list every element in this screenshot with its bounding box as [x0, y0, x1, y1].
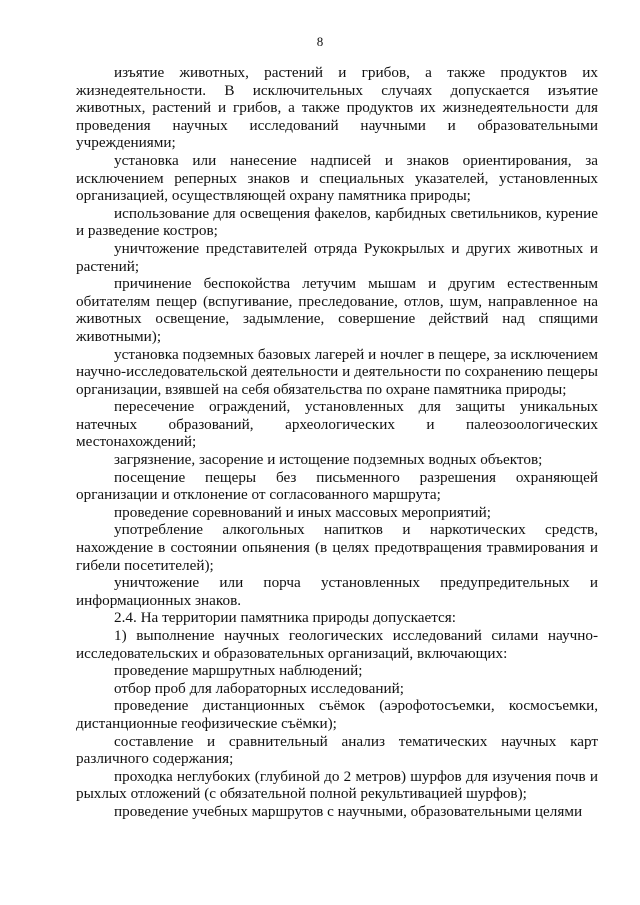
section-heading-2-4: 2.4. На территории памятника природы допускается:: [114, 609, 457, 627]
paragraph-14: 1) выполнение научных геологических исследований силами научно-исследовательских и образовательных организаций, включающих:: [76, 627, 598, 662]
paragraph-2: установка или нанесение надписей и знаков ориентирования, за исключением реперных знаков и специальных указателей, установленных организацией, осуществляющей охрану памятника природы;: [76, 151, 598, 205]
paragraph-8: загрязнение, засорение и истощение подземных водных объектов;: [114, 451, 543, 469]
paragraph-16: отбор проб для лабораторных исследований;: [114, 679, 404, 697]
paragraph-18: составление и сравнительный анализ тематических научных карт различного содержания;: [76, 732, 598, 768]
paragraph-15: проведение маршрутных наблюдений;: [114, 662, 363, 680]
paragraph-19: проходка неглубоких (глубиной до 2 метров) шурфов для изучения почв и рыхлых отложений (с обязательной полной рекультивацией шурфов);: [76, 767, 598, 803]
paragraph-9: посещение пещеры без письменного разрешения охраняющей организации и отклонение от согласованного маршрута;: [76, 468, 598, 504]
paragraph-6: установка подземных базовых лагерей и ночлег в пещере, за исключением научно-исследовательской деятельности и деятельности по сохранению пещеры организации, взявшей на себя обязательства по охране памятника природы;: [76, 345, 598, 398]
paragraph-3: использование для освещения факелов, карбидных светильников, курение и разведение костров;: [76, 204, 598, 240]
paragraph-7: пересечение ограждений, установленных для защиты уникальных натечных образований, археологических и палеозоологических местонахождений;: [76, 398, 598, 451]
page-number: 8: [316, 34, 324, 49]
paragraph-11: употребление алкогольных напитков и наркотических средств, нахождение в состоянии опьянения (в целях предотвращения травмирования и гибели посетителей);: [76, 521, 598, 574]
paragraph-4: уничтожение представителей отряда Рукокрылых и других животных и растений;: [76, 239, 598, 275]
paragraph-20: проведение учебных маршрутов с научными, образовательными целями: [114, 802, 583, 820]
paragraph-5: причинение беспокойства летучим мышам и другим естественным обитателям пещер (вспугивание, преследование, отлов, шум, направленное на животных освещение, задымление, совершение действий над спящими животными);: [76, 275, 598, 345]
paragraph-17: проведение дистанционных съёмок (аэрофотосъемки, космосъемки, дистанционные геофизические съёмки);: [76, 697, 598, 732]
document-body: [76, 64, 598, 821]
paragraph-10: проведение соревнований и иных массовых мероприятий;: [114, 503, 492, 521]
paragraph-12: уничтожение или порча установленных предупредительных и информационных знаков.: [76, 574, 598, 609]
paragraph-1: изъятие животных, растений и грибов, а также продуктов их жизнедеятельности. В исключительных случаях допускается изъятие животных, растений и грибов, а также продуктов их жизнедеятельности для проведения научных исследований научными и образовательными учреждениями;: [76, 64, 598, 152]
